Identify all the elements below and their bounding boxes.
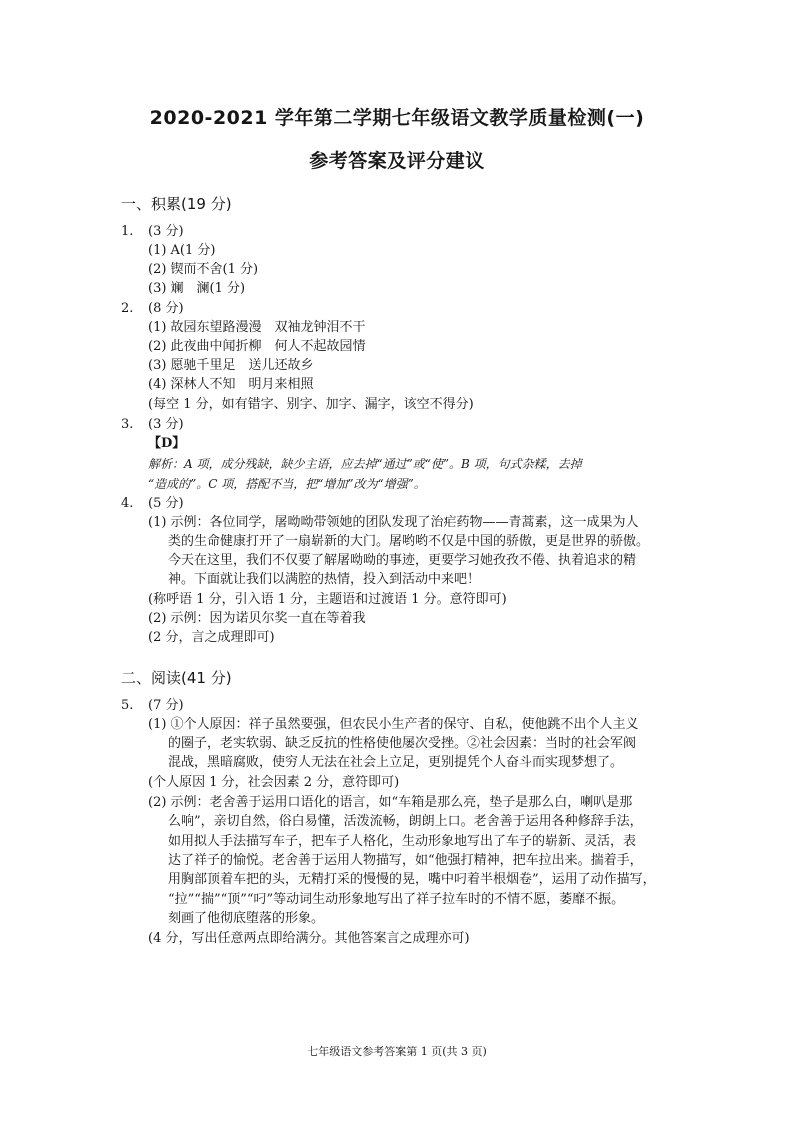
answer-line: 类的生命健康打开了一扇崭新的大门。屠哟哟不仅是中国的骄傲，更是世界的骄傲。 bbox=[168, 534, 650, 549]
scoring-note: (每空 1 分，如有错字、别字、加字、漏字，该空不得分) bbox=[148, 397, 474, 412]
answer-line: 今天在这里，我们不仅要了解屠呦呦的事迹，更要学习她孜孜不倦、执着追求的精 bbox=[168, 553, 637, 568]
answer-line: (1) ①个人原因：祥子虽然要强，但农民小生产者的保守、自私，使他跳不出个人主义 bbox=[148, 717, 639, 732]
answer-line: 么响”，亲切自然，俗白易懂，活泼流畅，朗朗上口。老舍善于运用各种修辞手法， bbox=[168, 814, 643, 829]
answer-line: 的圈子，老实软弱、缺乏反抗的性格使他屡次受挫。②社会因素：当时的社会军阀 bbox=[168, 736, 637, 751]
page-footer: 七年级语文参考答案第 1 页(共 3 页) bbox=[307, 1045, 487, 1058]
explanation-line: “造成的”。C 项，搭配不当，把“增加”改为“增强”。 bbox=[148, 477, 426, 491]
answer-line: 用胸部顶着车把的头，无精打采的慢慢的晃，嘴中叼着半根烟卷”，运用了动作描写， bbox=[168, 872, 656, 887]
answer-line: (2) 此夜曲中闻折柳 何人不起故园情 bbox=[148, 339, 366, 354]
section-heading-reading: 二、阅读(41 分) bbox=[121, 669, 232, 687]
question-number: 2. bbox=[121, 301, 134, 316]
answer-line: “拉”“揣”“顶”“叼”等动词生动形象地写出了祥子拉车时的不情不愿，萎靡不振。 bbox=[168, 892, 625, 907]
answer-line: 达了祥子的愉悦。老舍善于运用人物描写，如“他强打精神，把车拉出来。揣着手， bbox=[168, 853, 643, 868]
question-score: (3 分) bbox=[148, 417, 184, 432]
question-number: 3. bbox=[121, 417, 134, 432]
question-number: 4. bbox=[121, 496, 134, 511]
answer-line: (1) 故园东望路漫漫 双袖龙钟泪不干 bbox=[148, 320, 366, 335]
answer-line: 混战，黑暗腐败，使穷人无法在社会上立足，更别提凭个人奋斗而实现梦想了。 bbox=[168, 755, 624, 770]
document-title: 2020-2021 学年第二学期七年级语文教学质量检测(一) bbox=[149, 107, 645, 129]
question-number: 5. bbox=[121, 698, 134, 713]
answer-line: (2) 示例：老舍善于运用口语化的语言，如“车箱是那么亮，垫子是那么白，喇叭是那 bbox=[148, 795, 633, 810]
question-score: (5 分) bbox=[148, 496, 184, 511]
scoring-note: (4 分，写出任意两点即给满分。其他答案言之成理亦可) bbox=[148, 931, 470, 946]
answer-line: (1) 示例：各位同学，屠呦呦带领她的团队发现了治疟药物——青蒿素，这一成果为人 bbox=[148, 515, 639, 530]
scoring-note: (称呼语 1 分，引入语 1 分，主题语和过渡语 1 分。意符即可) bbox=[148, 592, 507, 607]
answer-line: 刻画了他彻底堕落的形象。 bbox=[168, 911, 325, 926]
answer-line: 神。下面就让我们以满腔的热情，投入到活动中来吧！ bbox=[168, 572, 481, 587]
document-subtitle: 参考答案及评分建议 bbox=[309, 150, 485, 172]
answer-line: (3) 斓 澜(1 分) bbox=[148, 281, 246, 296]
answer-choice: 【D】 bbox=[148, 436, 186, 451]
explanation-line: 解析：A 项，成分残缺，缺少主语，应去掉“通过”或“使”。B 项，句式杂糅，去掉 bbox=[148, 457, 582, 471]
answer-line: (2) 锲而不舍(1 分) bbox=[148, 262, 259, 277]
question-score: (8 分) bbox=[148, 301, 184, 316]
section-heading-accumulation: 一、积累(19 分) bbox=[121, 195, 232, 213]
scoring-note: (个人原因 1 分，社会因素 2 分，意符即可) bbox=[148, 775, 400, 790]
question-number: 1. bbox=[121, 224, 134, 239]
question-score: (3 分) bbox=[148, 224, 184, 239]
answer-line: 如用拟人手法描写车子，把车子人格化，生动形象地写出了车子的崭新、灵活，表 bbox=[168, 834, 637, 849]
answer-line: (3) 愿驰千里足 送儿还故乡 bbox=[148, 358, 314, 373]
scoring-note: (2 分，言之成理即可) bbox=[148, 630, 275, 645]
answer-line: (1) A(1 分) bbox=[148, 243, 216, 258]
answer-line: (2) 示例：因为诺贝尔奖一直在等着我 bbox=[148, 611, 366, 626]
answer-line: (4) 深林人不知 明月来相照 bbox=[148, 377, 314, 392]
question-score: (7 分) bbox=[148, 698, 184, 713]
